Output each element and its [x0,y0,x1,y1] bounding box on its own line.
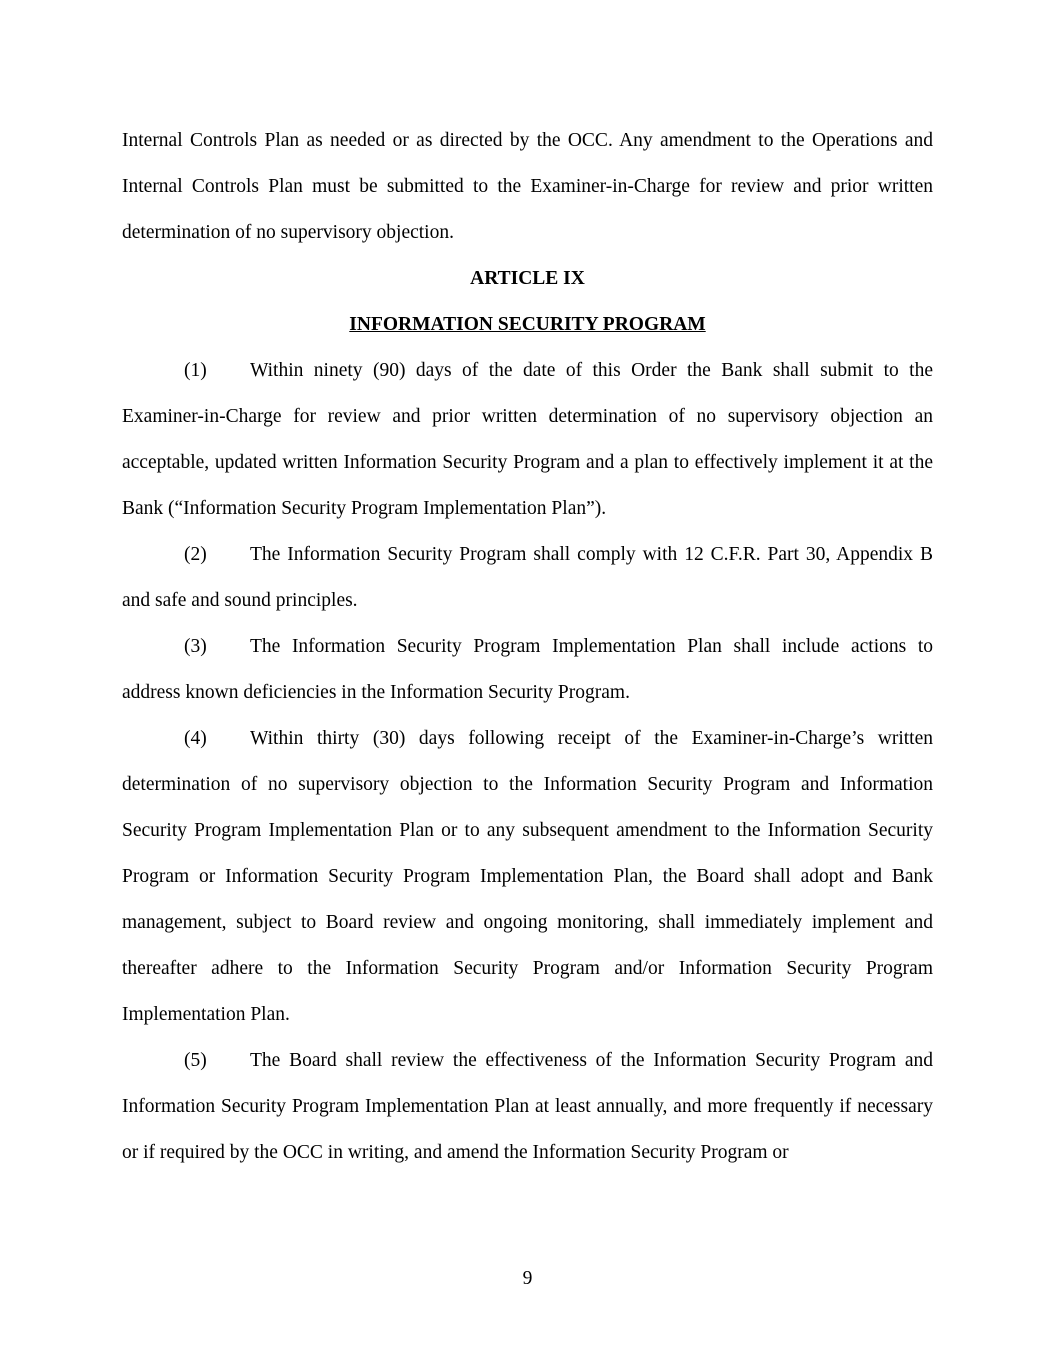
paragraph-continued-text: Internal Controls Plan as needed or as directed by the OCC. Any amendment to the Operations and Internal Controls Plan must be submitted to the Examiner-in-Charge for review and prior written determination of no supervisory objection. [122,130,933,243]
document-body [122,118,933,1176]
item-2-number: (2) [184,544,207,565]
numbered-item-5 [122,1038,933,1176]
numbered-item-2 [122,532,933,624]
item-5-number: (5) [184,1050,207,1071]
item-3-number: (3) [184,636,207,657]
article-heading: ARTICLE IX [470,268,585,289]
item-3-text: The Information Security Program Implementation Plan shall include actions to address known deficiencies in the Information Security Program. [122,636,933,703]
item-2-text: The Information Security Program shall comply with 12 C.F.R. Part 30, Appendix B and safe and sound principles. [122,544,933,611]
item-5-text: The Board shall review the effectiveness of the Information Security Program and Information Security Program Implementation Plan at least annually, and more frequently if necessary or if required by the OCC in writing, and amend the Information Security Program or [122,1050,933,1163]
item-1-text: Within ninety (90) days of the date of this Order the Bank shall submit to the Examiner-in-Charge for review and prior written determination of no supervisory objection an acceptable, updated written Information Security Program and a plan to effectively implement it at the Bank (“Information Security Program Implementation Plan”). [122,360,933,519]
paragraph-continued [122,118,933,256]
numbered-item-1 [122,348,933,532]
item-4-text: Within thirty (30) days following receipt of the Examiner-in-Charge’s written determination of no supervisory objection to the Information Security Program and Information Security Program Implementation Plan or to any subsequent amendment to the Information Security Program or Information Security Program Implementation Plan, the Board shall adopt and Bank management, subject to Board review and ongoing monitoring, shall immediately implement and thereafter adhere to the Information Security Program and/or Information Security Program Implementation Plan. [122,728,933,1025]
numbered-item-3 [122,624,933,716]
item-4-number: (4) [184,728,207,749]
page-number: 9 [522,1268,533,1289]
numbered-item-4 [122,716,933,1038]
section-heading [122,302,933,348]
item-1-number: (1) [184,360,207,381]
section-heading-text: INFORMATION SECURITY PROGRAM [349,314,706,335]
